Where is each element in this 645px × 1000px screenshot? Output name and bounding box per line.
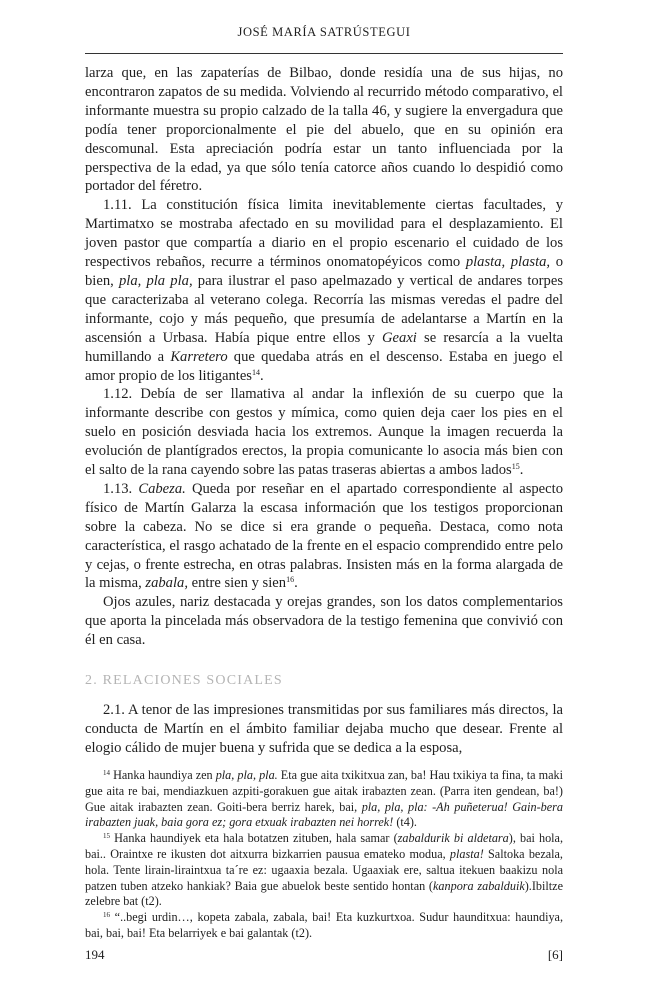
- text-run: ), bai hola, bai.. Oraintxe re ikusten dot aitxurra bizkarrien pausua emateko modua,: [85, 831, 564, 861]
- text-run: 1.11. La constitución física limita inevitablemente ciertas facultades, y Martimatxo se mostraba afectado en su movilidad para el desplazamiento. El joven pastor que compartía a diario en el propio escenario el cuidado de los respectivos rebaños, recurre a términos onomatopéyicos como: [85, 197, 563, 271]
- text-run: o bien,: [85, 254, 563, 289]
- paragraph-continuation: larza que, en las zapaterías de Bilbao, donde residía una de sus hijas, no encontraron zapatos de su medida. Volviendo al recurrido método comparativo, el informante muestra su propio calzado de la talla 46, y sugiere la envergadura que podía tener proporcionalmente el pie del abuelo, que en su opinión era descomunal. Esta apreciación podría estar un tanto influenciada por la perspectiva de la edad, ya que sólo tenía catorce años cuando lo despidió como portador del féretro.: [85, 65, 563, 195]
- italic-term: plasta, plasta,: [465, 254, 551, 271]
- main-body: [85, 64, 563, 758]
- footnote-number: 16: [103, 911, 110, 920]
- footnotes: [85, 768, 563, 942]
- text-run: Hanka haundiya zen: [113, 768, 216, 782]
- text-run: 1.13.: [103, 480, 139, 497]
- footnote-ref-14[interactable]: 14: [252, 367, 260, 377]
- text-run: (t4).: [393, 815, 417, 830]
- text-run: Hanka haundiyek eta hala botatzen zituben, hala samar (: [114, 831, 398, 846]
- text-run: 1.12. Debía de ser llamativa al andar la inflexión de su cuerpo que la informante describe con gestos y mímica, como quien deja caer los pies en el suelo en posición desviada hacia los extremos. Aunque la imagen recuerda la evolución de plantígrados erectos, la propia comunicante lo asocia más bien con el salto de la rana cayendo sobre las patas traseras abiertas a ambos lados: [85, 386, 563, 479]
- footnote-ref-15[interactable]: 15: [511, 462, 520, 472]
- italic-term: Cabeza.: [138, 480, 186, 497]
- italic-term: Geaxi: [382, 329, 417, 346]
- text-run: Queda por reseñar en el apartado correspondiente al aspecto físico de Martín Galarza la escasa información que los testigos proporcionan sobre la cabeza. No se dice si era grande o pequeña. Destaca, como nota característica, el rasgo achatado de la frente en el espacio comprendido entre pelo y cejas, o frente estrecha, en otras palabras. Insisten más en la forma alargada de la misma,: [85, 480, 563, 592]
- bracket-page-number: [6]: [547, 947, 563, 962]
- footnote-number: 14: [103, 769, 110, 777]
- text-run: entre sien y sien: [187, 575, 287, 592]
- footnote-14: [85, 768, 563, 831]
- text-run: .: [519, 462, 524, 479]
- text-run: para ilustrar el paso apelmazado y vertical de andares torpes que caracterizaba al veterano colega. Recorría las mismas veredas el padre del informante, cojo y más pequeño, que presumía de adelantarse a Martín en la ascensión a Urbasa. Había pique entre ellos y: [85, 272, 563, 346]
- italic-term: pla, pla, pla: -Ah puñeterua! Gain-bera irabazten juak, baia gora ez; gora etxuak irabazten nei horrek!: [85, 799, 564, 830]
- italic-term: zabaldurik bi aldetara: [397, 831, 509, 846]
- header-rule: [85, 53, 563, 54]
- text-run: .: [260, 367, 264, 384]
- footnote-15: [85, 831, 563, 910]
- text-run: .: [294, 575, 298, 592]
- text-run: “..begi urdin…, kopeta zabala, zabala, bai! Eta kuzkurtxoa. Sudur haunditxua: haundiya, bai, bai, bai! Eta belarriyek e bai galantak (t2).: [85, 910, 564, 940]
- running-header: JOSÉ MARÍA SATRÚSTEGUI: [237, 25, 411, 39]
- paragraph-1-13: [85, 480, 563, 593]
- footnote-number: 15: [103, 832, 110, 841]
- footnote-16: [85, 910, 563, 942]
- paragraph-1-11: [85, 196, 563, 385]
- italic-term: kanpora zabalduik: [433, 878, 525, 893]
- text-run: se resarcía a la vuelta humillando a: [85, 329, 563, 365]
- section-heading: 2. RELACIONES SOCIALES: [85, 673, 283, 689]
- italic-term: pla, pla pla,: [118, 272, 193, 289]
- paragraph-ojos: Ojos azules, nariz destacada y orejas grandes, son los datos complementarios que aporta la pincelada más observadora de la testigo femenina que convivió con él en casa.: [85, 594, 563, 649]
- footnote-ref-16[interactable]: 16: [286, 575, 295, 585]
- italic-term: pla, pla, pla.: [215, 768, 278, 782]
- italic-term: zabala,: [145, 575, 188, 592]
- page-number: 194: [85, 947, 105, 962]
- paragraph-2-1: 2.1. A tenor de las impresiones transmitidas por sus familiares más directos, la conducta de Martín en el ámbito familiar dejaba mucho que desear. Frente al elogio cálido de mujer buena y sufrida que se dedica a la esposa,: [85, 702, 563, 756]
- text-run: que quedaba atrás en el descenso. Estaba en juego el amor propio de los litigantes: [85, 348, 563, 384]
- text-run: Saltoka bezala, hola. Tente lirain-liraintxua ta´re ez: ugaaxia bezala. Ugaaxiak ere, saltua itekuen baakizu nola patzen tuben atzeko hankiak? Baia gue abuelok beste sentido hontan (: [85, 846, 563, 893]
- paragraph-1-12: [85, 385, 563, 480]
- italic-term: Karretero: [170, 348, 228, 365]
- italic-term: plasta!: [449, 846, 484, 861]
- text-run: ).Ibiltze zelebre bat (t2).: [85, 878, 563, 909]
- text-run: Eta gue aita txikitxua zan, ba! Hau txikiya ta fina, ta maki gue aita re bai, mendiazkuen azpiti-gorakuen gue aitak irabazten zean. (Parra iten gendean, ba!) Gue aitak irabazten zean. Goiti-bera berriz harek, bai,: [85, 768, 563, 814]
